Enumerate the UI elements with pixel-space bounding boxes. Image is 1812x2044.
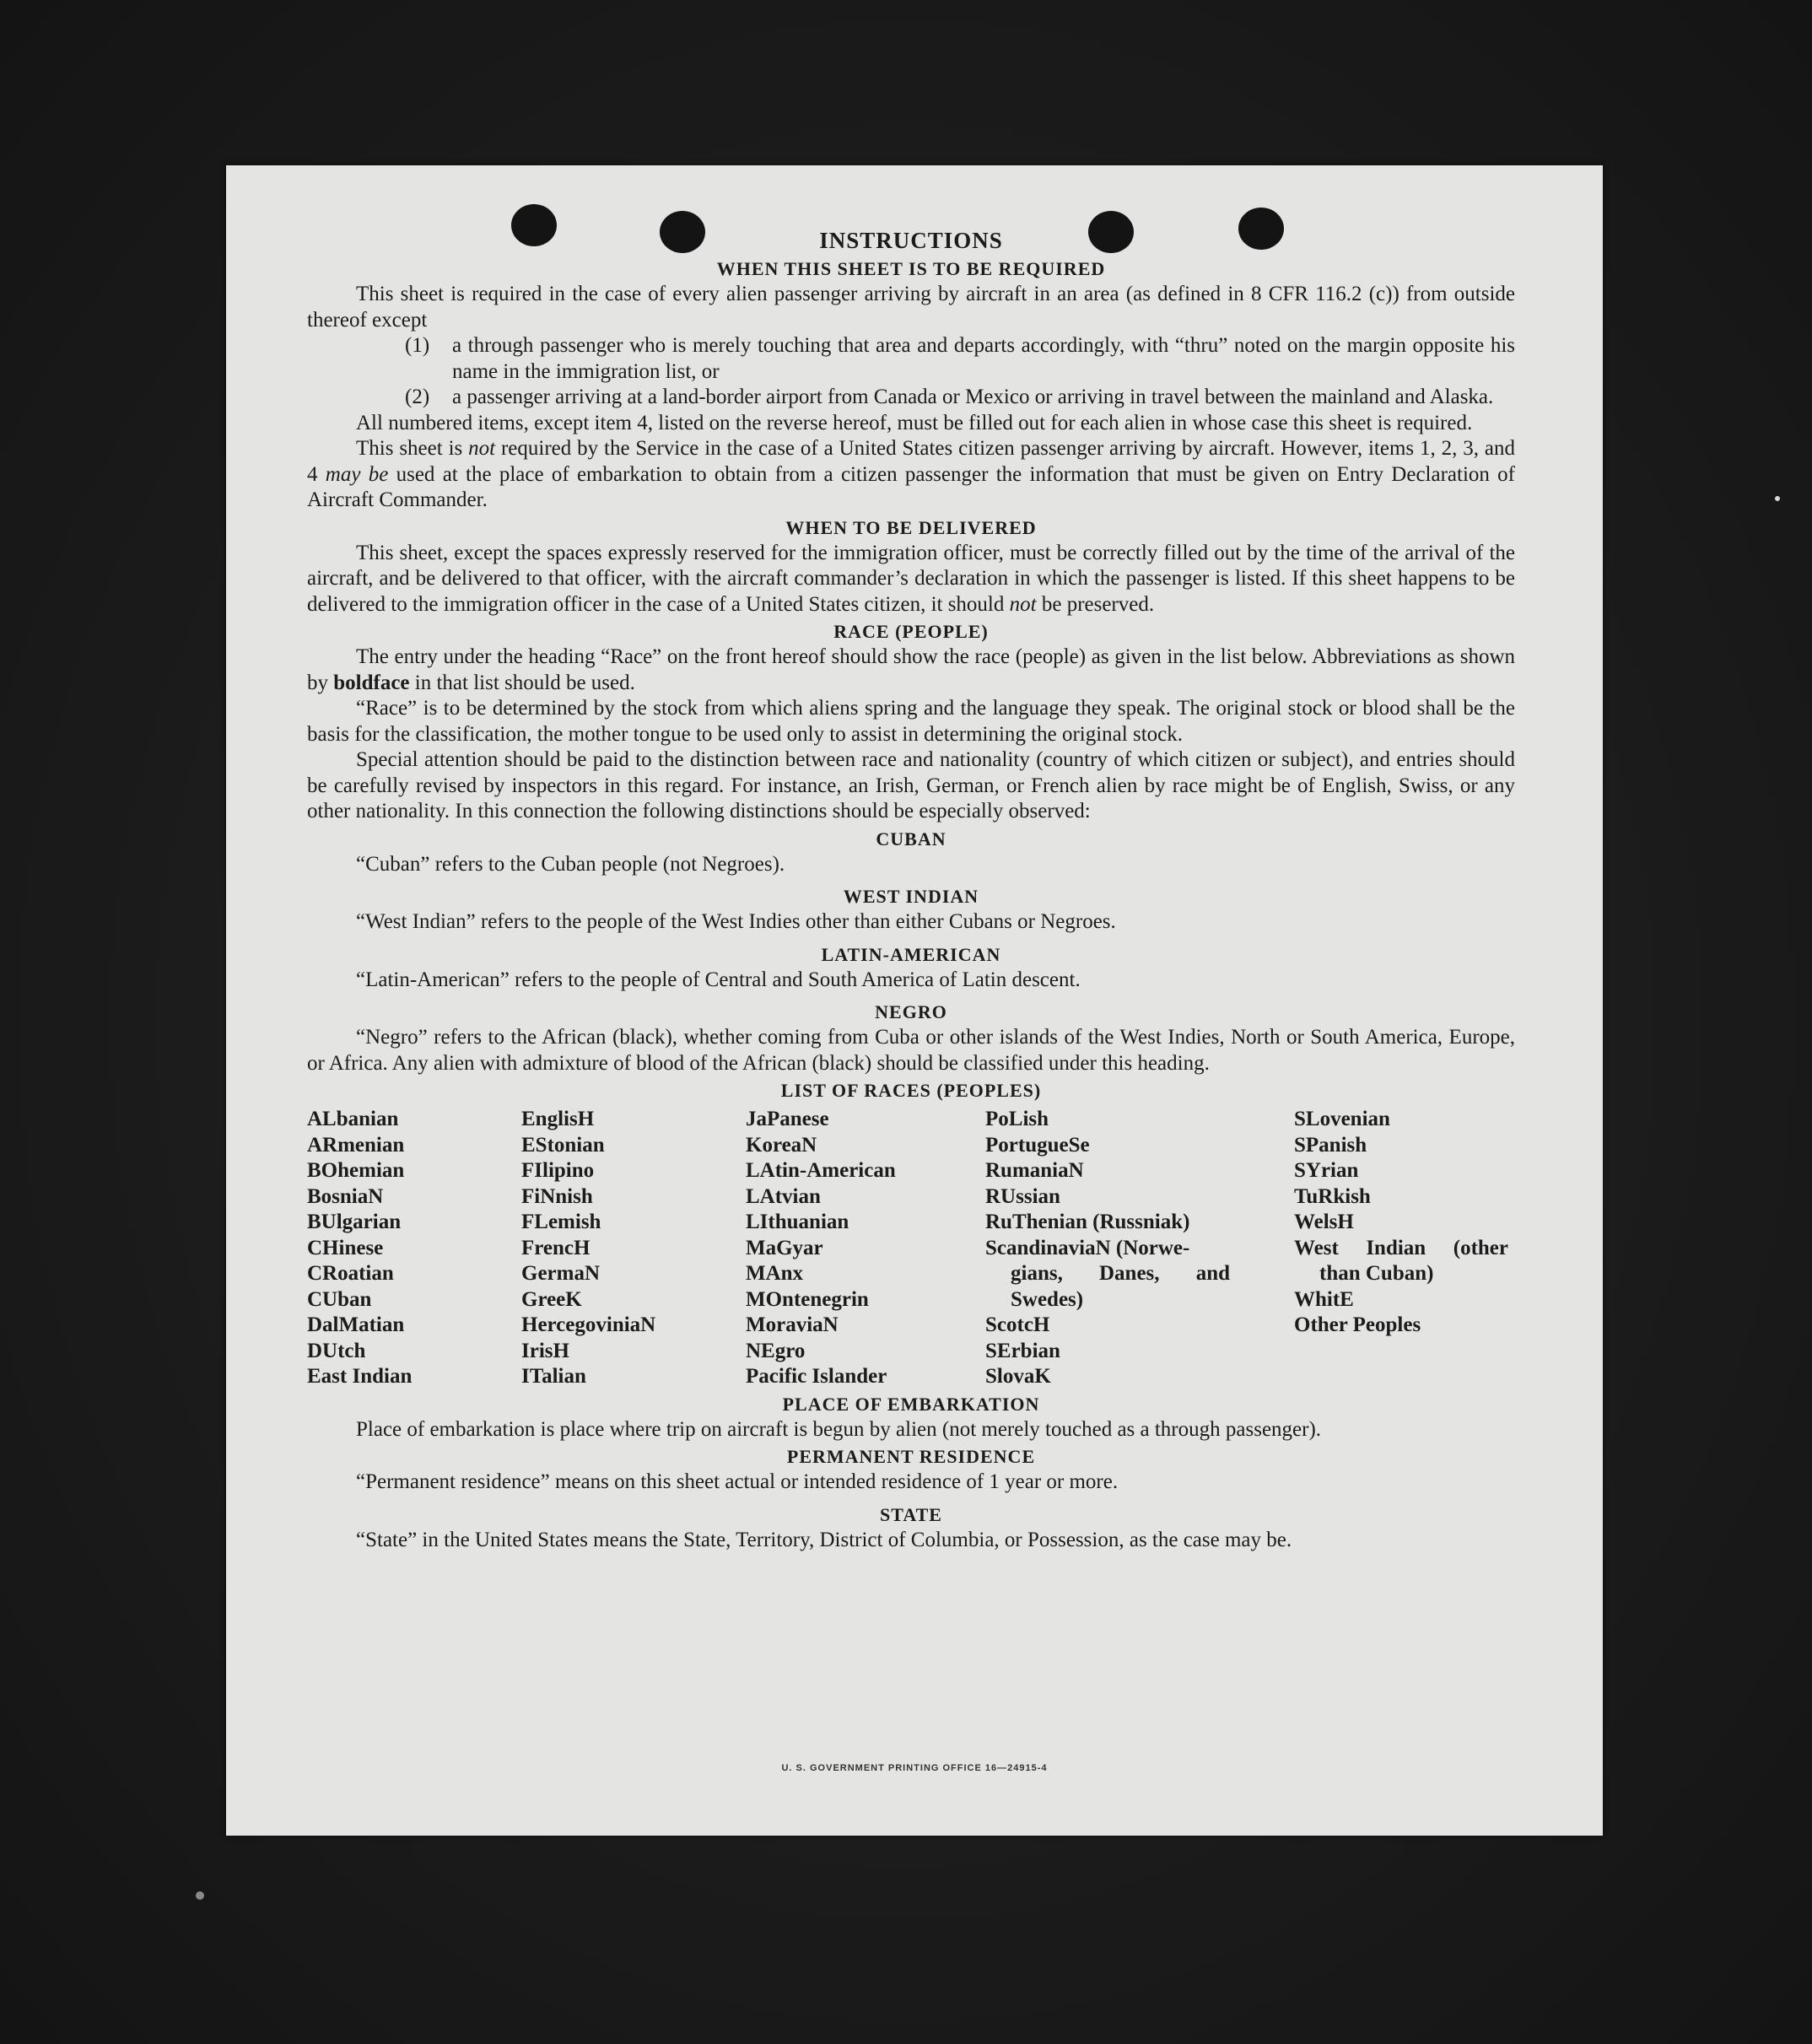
document-page — [226, 165, 1603, 1836]
race-item: ARmenian — [307, 1133, 405, 1157]
race-item: FiNnish — [521, 1184, 593, 1208]
race-item-continued: than Cuban) — [1319, 1262, 1434, 1285]
race-item: ITalian — [521, 1365, 586, 1388]
paragraph-race-entry: The entry under the heading “Race” on the front hereof should show the race (people) as given in the list below. Abbreviations as shown by boldface in that list should be used. — [307, 645, 1515, 694]
race-item: IrisH — [521, 1339, 569, 1362]
heading-when-delivered: WHEN TO BE DELIVERED — [785, 516, 1037, 538]
race-item: MAnx — [746, 1262, 804, 1285]
exception-item-1 — [405, 333, 1515, 385]
race-item: GreeK — [521, 1287, 582, 1311]
heading-when-required: WHEN THIS SHEET IS TO BE REQUIRED — [716, 258, 1106, 279]
race-item: DUtch — [307, 1339, 366, 1362]
paragraph-latin-american: “Latin-American” refers to the people of Central and South America of Latin descent. — [356, 968, 1081, 991]
race-item: NEgro — [746, 1339, 806, 1362]
race-item: FLemish — [521, 1211, 601, 1233]
heading-cuban: CUBAN — [876, 828, 946, 849]
paragraph-residence: “Permanent residence” means on this sheet actual or intended residence of 1 year or more. — [356, 1470, 1119, 1493]
race-item: CUban — [307, 1287, 372, 1311]
race-item: MoraviaN — [746, 1313, 839, 1336]
paragraph-required-intro: This sheet is required in the case of every alien passenger arriving by aircraft in an area (as defined in 8 CFR 116.2 (c)) from outside thereof except — [307, 283, 1515, 332]
heading-state: STATE — [880, 1503, 942, 1525]
races-column-3 — [746, 1107, 985, 1390]
heading-permanent-residence: PERMANENT RESIDENCE — [786, 1446, 1036, 1467]
race-item: WhitE — [1294, 1287, 1354, 1311]
heading-place-of-embarkation: PLACE OF EMBARKATION — [782, 1393, 1040, 1415]
races-column-5 — [1294, 1107, 1508, 1390]
race-item-continued: Swedes) — [1011, 1287, 1084, 1311]
page-title: INSTRUCTIONS — [819, 228, 1003, 253]
races-list — [307, 1107, 1515, 1390]
race-item: RUssian — [985, 1184, 1060, 1208]
race-item: DalMatian — [307, 1313, 405, 1336]
race-item: ScandinaviaN (Norwe- — [985, 1236, 1190, 1259]
race-item: LAtvian — [746, 1184, 821, 1208]
heading-west-indian: WEST INDIAN — [843, 886, 979, 907]
race-item: PortugueSe — [985, 1133, 1090, 1157]
race-item: MaGyar — [746, 1236, 823, 1259]
race-item: RuThenian (Russniak) — [985, 1211, 1190, 1233]
printer-imprint: U. S. GOVERNMENT PRINTING OFFICE 16—24915-4 — [781, 1763, 1048, 1773]
race-item: CRoatian — [307, 1262, 394, 1285]
race-item: RumaniaN — [985, 1159, 1084, 1182]
paragraph-embarkation: Place of embarkation is place where trip on aircraft is begun by alien (not merely touched as a through passenger). — [356, 1417, 1322, 1441]
race-item: MOntenegrin — [746, 1287, 869, 1311]
item-number: (2) — [405, 386, 430, 408]
race-item: FrencH — [521, 1236, 591, 1259]
paragraph-negro: “Negro” refers to the African (black), whether coming from Cuba or other islands of the West Indies, North or South America, Europe, or Africa. Any alien with admixture of blood of the African (black) should be classified under this heading. — [307, 1026, 1515, 1075]
race-item: KoreaN — [746, 1133, 817, 1157]
heading-negro: NEGRO — [875, 1001, 947, 1022]
heading-list-of-races: LIST OF RACES (PEOPLES) — [780, 1080, 1042, 1101]
paragraph-delivered: This sheet, except the spaces expressly reserved for the immigration officer, must be correctly filled out by the time of the arrival of the aircraft, and be delivered to that officer, with the aircraft commander’s declaration in which the passenger is listed. If this sheet happens to be delivered to the immigration officer in the case of a United States citizen, it should not be preserved. — [307, 541, 1515, 616]
race-item: HercegoviniaN — [521, 1313, 656, 1336]
race-item: SPanish — [1294, 1133, 1367, 1157]
race-item: BUlgarian — [307, 1211, 402, 1233]
scan-speck — [1775, 496, 1780, 501]
race-item: WelsH — [1294, 1211, 1354, 1233]
race-item: LIthuanian — [746, 1211, 849, 1233]
paragraph-race-stock: “Race” is to be determined by the stock from which aliens spring and the language they speak. The original stock or blood shall be the basis for the classification, the mother tongue to be used only to assist in determining the original stock. — [307, 697, 1515, 746]
item-text: a passenger arriving at a land-border airport from Canada or Mexico or arriving in travel between the mainland and Alaska. — [452, 386, 1494, 408]
paragraph-west-indian: “West Indian” refers to the people of the West Indies other than either Cubans or Negroes. — [356, 910, 1116, 933]
races-column-4 — [985, 1107, 1230, 1390]
race-item: TuRkish — [1294, 1184, 1371, 1208]
heading-latin-american: LATIN-AMERICAN — [821, 943, 1001, 965]
race-item: GermaN — [521, 1262, 601, 1285]
race-item: EStonian — [521, 1133, 605, 1157]
races-column-1 — [307, 1107, 521, 1390]
race-item: SErbian — [985, 1339, 1060, 1362]
instructions-body — [307, 226, 1515, 1553]
exception-item-2 — [405, 385, 1515, 411]
heading-race: RACE (PEOPLE) — [833, 621, 989, 642]
race-item: West Indian (other — [1294, 1236, 1508, 1259]
race-item: Pacific Islander — [746, 1365, 887, 1388]
paragraph-cuban: “Cuban” refers to the Cuban people (not Negroes). — [356, 852, 785, 876]
paragraph-numbered-items: All numbered items, except item 4, listed on the reverse hereof, must be filled out for each alien in whose case this sheet is required. — [356, 411, 1473, 434]
paragraph-citizen: This sheet is not required by the Service in the case of a United States citizen passenger arriving by aircraft. However, items 1, 2, 3, and 4 may be used at the place of embarkation to obtain from a citizen passenger the information that must be given on Entry Declaration of Aircraft Commander. — [307, 437, 1516, 511]
paragraph-race-nationality: Special attention should be paid to the distinction between race and nationality (country of which citizen or subject), and entries should be carefully revised by inspectors in this regard. For instance, an Irish, German, or French alien by race might be of English, Swiss, or any other nationality. In this connection the following distinctions should be especially observed: — [307, 748, 1515, 822]
race-item: Other Peoples — [1294, 1313, 1421, 1336]
race-item: FIlipino — [521, 1159, 595, 1182]
race-item: CHinese — [307, 1236, 384, 1259]
race-item: ScotcH — [985, 1313, 1050, 1336]
race-item: SlovaK — [985, 1365, 1051, 1388]
paragraph-state: “State” in the United States means the State, Territory, District of Columbia, or Possession, as the case may be. — [356, 1528, 1292, 1551]
race-item: SYrian — [1294, 1159, 1359, 1182]
race-item: SLovenian — [1294, 1108, 1390, 1130]
race-item: East Indian — [307, 1365, 413, 1388]
race-item-continued: gians, Danes, and — [1011, 1262, 1230, 1285]
scan-speck — [196, 1891, 204, 1900]
race-item: EnglisH — [521, 1108, 595, 1130]
race-item: JaPanese — [746, 1108, 829, 1130]
race-item: ALbanian — [307, 1108, 399, 1130]
item-text: a through passenger who is merely touching that area and departs accordingly, with “thru” noted on the margin opposite his name in the immigration list, or — [452, 334, 1515, 383]
race-item: PoLish — [985, 1108, 1049, 1130]
race-item: BosniaN — [307, 1184, 384, 1208]
race-item: LAtin-American — [746, 1159, 896, 1182]
race-item: BOhemian — [307, 1159, 405, 1182]
races-column-2 — [521, 1107, 746, 1390]
item-number: (1) — [405, 334, 430, 357]
